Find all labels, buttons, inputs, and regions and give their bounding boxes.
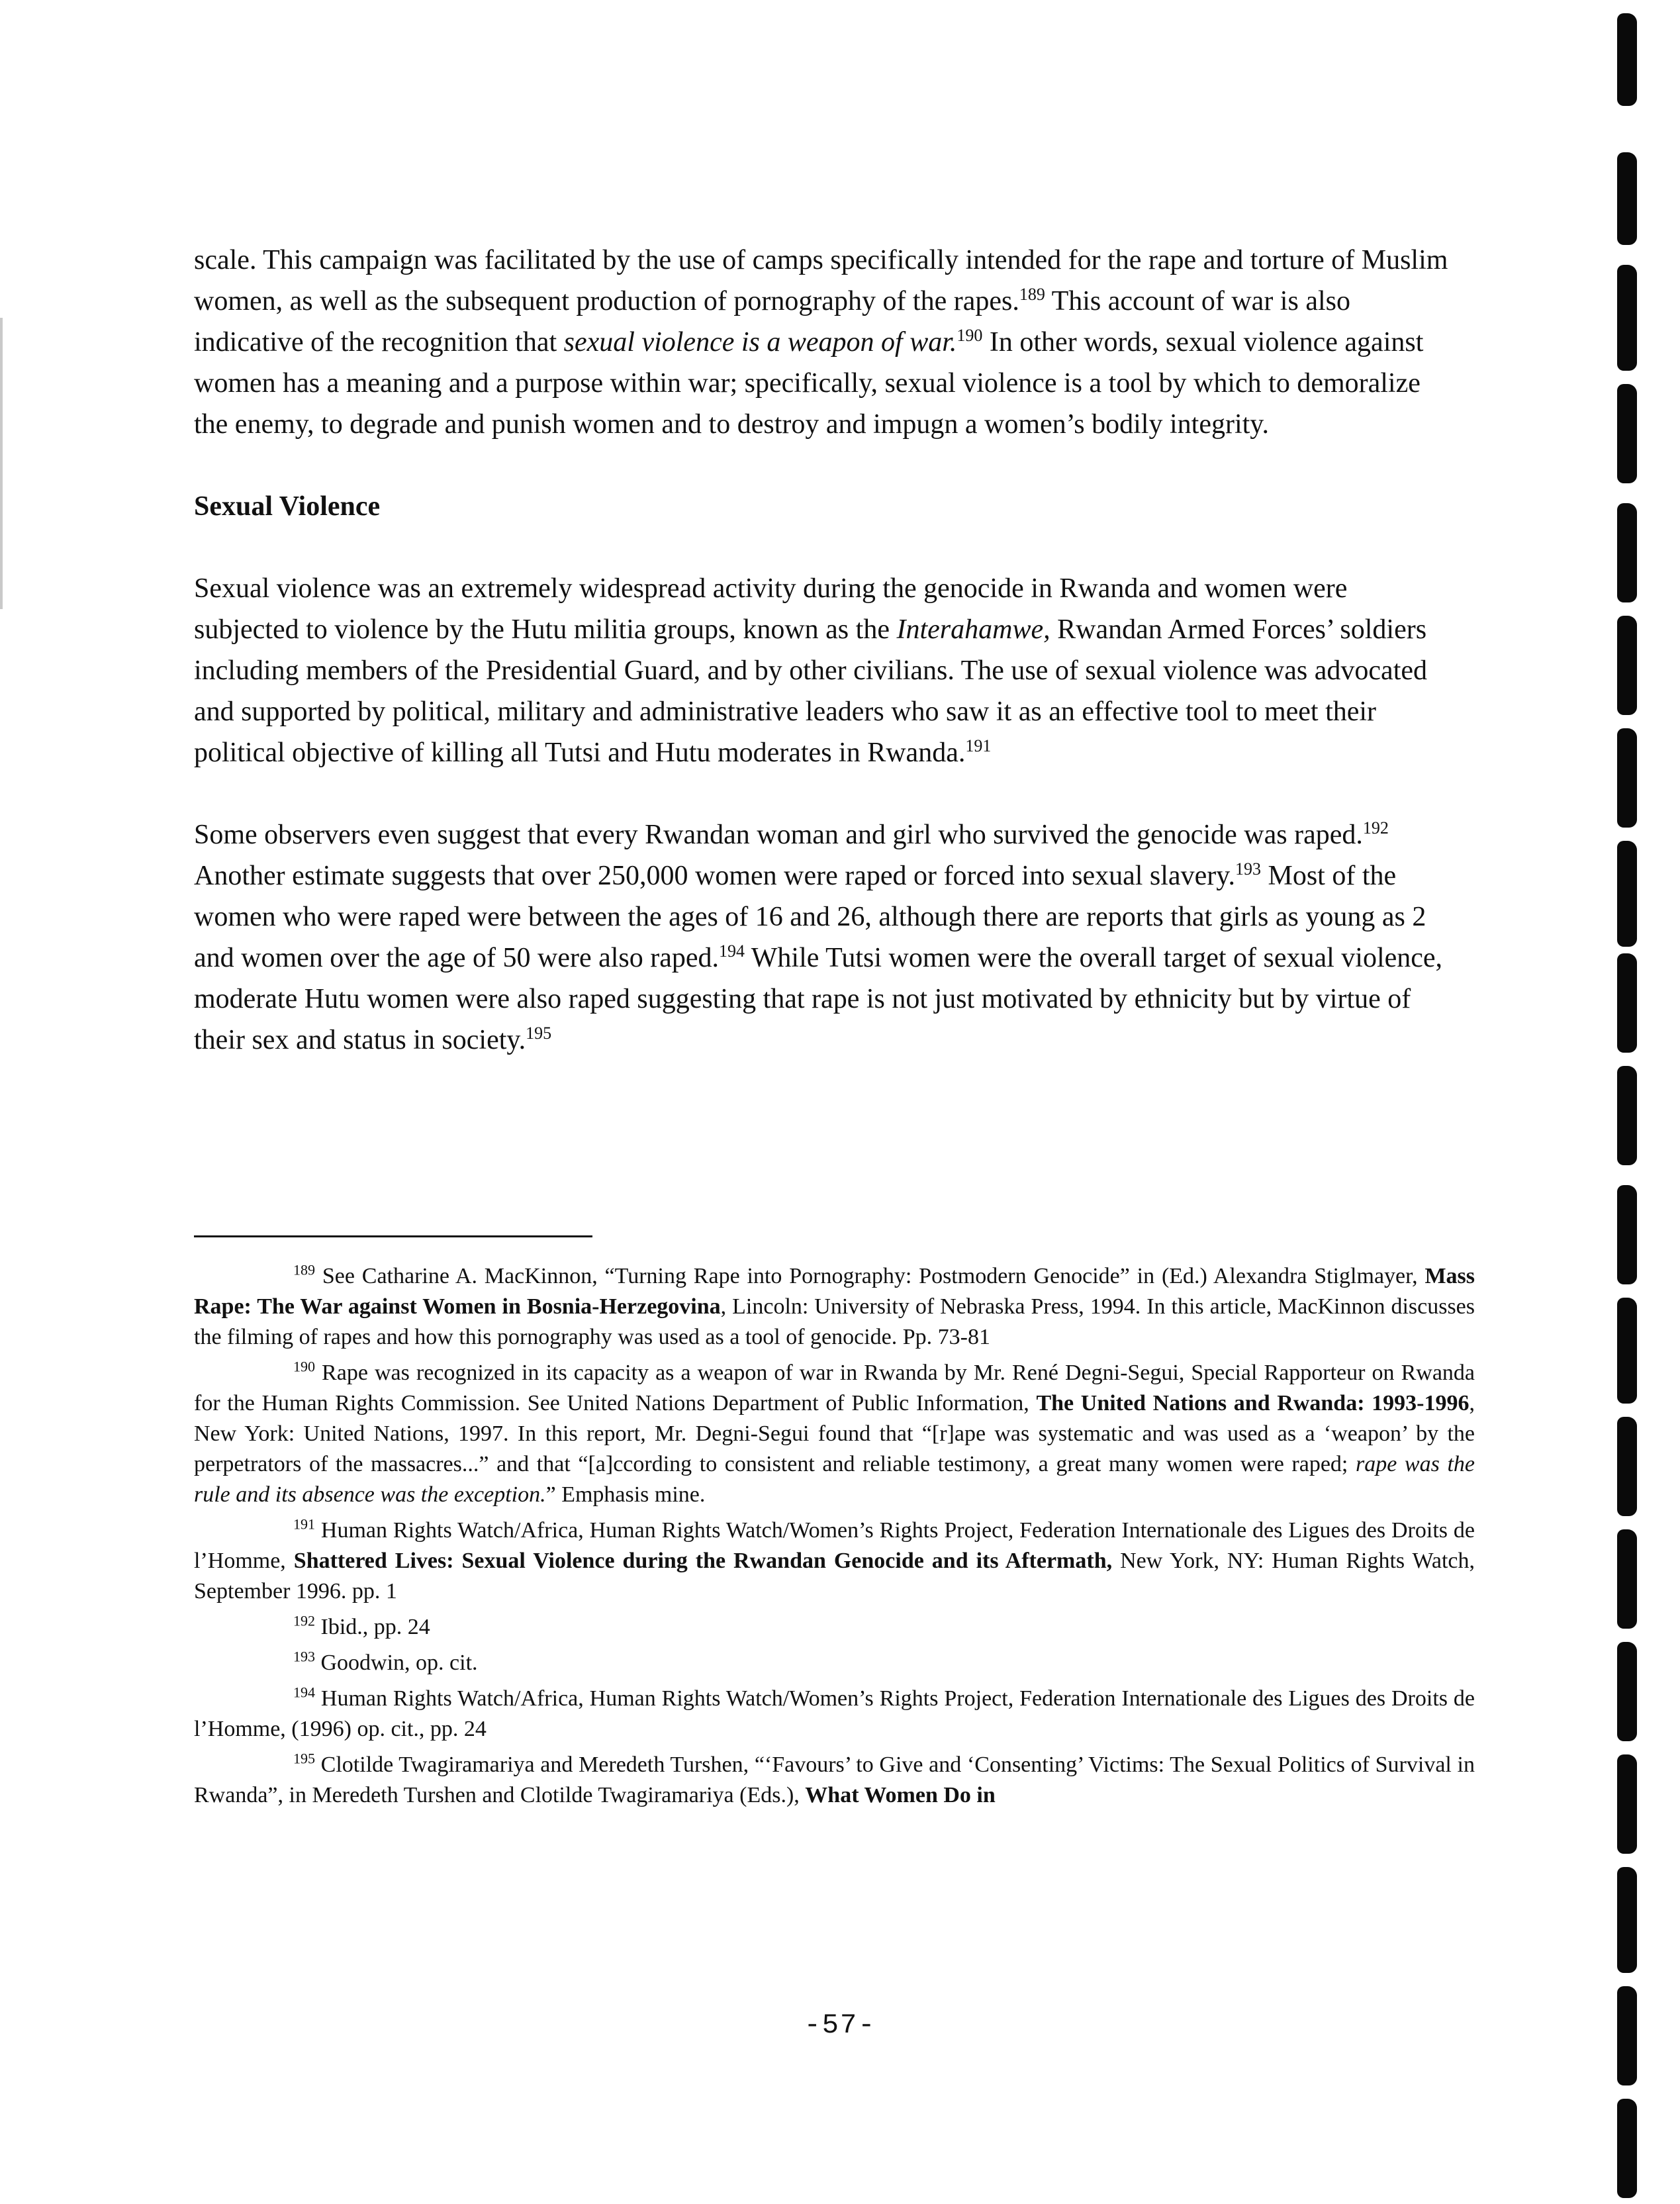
footnotes	[194, 1261, 1475, 1816]
footnote-ref[interactable]: 193	[1235, 859, 1261, 879]
text: This account of war is also indicative of the recognition that	[194, 286, 1350, 358]
page-number: -57-	[804, 2009, 876, 2041]
text: Most of the women who were raped were between the ages of 16 and 26, although there are reports that girls as young as 2 and women over the age of 50 were also raped.	[194, 861, 1426, 973]
footnote-separator	[194, 1235, 592, 1237]
emphasis: sexual violence is a weapon of war.	[563, 327, 957, 358]
title: The United Nations and Rwanda: 1993-1996	[1036, 1391, 1470, 1415]
paragraph-1	[194, 240, 1458, 445]
footnote-ref[interactable]: 190	[957, 326, 983, 345]
footnote-ref[interactable]: 191	[965, 736, 992, 755]
title: What Women Do in	[805, 1783, 996, 1807]
footnote-195	[194, 1750, 1475, 1811]
footnote-number: 193	[293, 1648, 315, 1665]
binding-mark	[1617, 384, 1637, 483]
text: Clotilde Twagiramariya and Meredeth Turshen, “‘Favours’ to Give and ‘Consenting’ Victims: The Sexual Politics of Survival in Rwanda”, in Meredeth Turshen and Clotilde Twagiramariya (Eds.),	[194, 1752, 1475, 1807]
footnote-192	[194, 1612, 1475, 1643]
binding-mark	[1617, 2099, 1637, 2198]
main-text	[194, 240, 1458, 1061]
binding-mark	[1617, 728, 1637, 828]
binding-mark	[1617, 1529, 1637, 1629]
text: Some observers even suggest that every Rwandan woman and girl who survived the genocide was raped.	[194, 820, 1363, 850]
footnote-number: 195	[293, 1750, 315, 1767]
text: Ibid., pp. 24	[315, 1615, 430, 1639]
footnote-number: 192	[293, 1612, 315, 1629]
paragraph-2	[194, 568, 1458, 773]
binding-mark	[1617, 1867, 1637, 1973]
footnote-ref[interactable]: 194	[719, 941, 745, 961]
footnote-number: 191	[293, 1515, 315, 1533]
text: Human Rights Watch/Africa, Human Rights Watch/Women’s Rights Project, Federation Internationale des Ligues des Droits de l’Homme, (1996) op. cit., pp. 24	[194, 1686, 1475, 1741]
binding-mark	[1617, 841, 1637, 947]
text: Rape was recognized in its capacity as a weapon of war in Rwanda by Mr. René Degni-Segui, Special Rapporteur on Rwanda for the Human Rights Commission. See United Nations Department of Public Information,	[194, 1361, 1475, 1415]
text: ” Emphasis mine.	[545, 1482, 706, 1507]
binding-mark	[1617, 503, 1637, 602]
text: scale. This campaign was facilitated by the use of camps specifically intended for the rape and torture of Muslim women, as well as the subsequent production of pornography of the rapes.	[194, 245, 1448, 316]
binding-mark	[1617, 616, 1637, 715]
footnote-189	[194, 1261, 1475, 1353]
text: Rwandan Armed Forces’ soldiers including members of the Presidential Guard, and by other civilians. The use of sexual violence was advocated and supported by political, military and administrative leaders who saw it as an effective tool to meet their political objective of killing all Tutsi and Hutu moderates in Rwanda.	[194, 614, 1428, 768]
footnote-191	[194, 1515, 1475, 1607]
text: Sexual violence was an extremely widespread activity during the genocide in Rwanda and women were subjected to violence by the Hutu militia groups, known as the	[194, 573, 1348, 645]
binding-mark	[1617, 1986, 1637, 2085]
title: Mass Rape: The War against Women in Bosnia-Herzegovina	[194, 1264, 1475, 1319]
footnote-number: 189	[293, 1261, 315, 1278]
text: , New York: United Nations, 1997. In this report, Mr. Degni-Segui found that “[r]ape was systematic and was used as a ‘weapon’ by the perpetrators of the massacres...” and that “[a]ccording to consistent and reliable testimony, a great many women were raped;	[194, 1391, 1475, 1476]
text: , Lincoln: University of Nebraska Press, 1994. In this article, MacKinnon discusses the filming of rapes and how this pornography was used as a tool of genocide. Pp. 73-81	[194, 1294, 1475, 1349]
footnote-ref[interactable]: 192	[1362, 818, 1389, 838]
emphasis: Interahamwe,	[896, 614, 1050, 645]
binding-mark	[1617, 265, 1637, 371]
binding-mark	[1617, 1417, 1637, 1516]
binding-mark	[1617, 1066, 1637, 1165]
binding-mark	[1617, 1185, 1637, 1284]
text: While Tutsi women were the overall target of sexual violence, moderate Hutu women were also raped suggesting that rape is not just motivated by ethnicity but by virtue of their sex and status in society.	[194, 943, 1443, 1055]
footnote-number: 194	[293, 1684, 315, 1701]
binding-mark	[1617, 1754, 1637, 1854]
section-heading: Sexual Violence	[194, 491, 381, 522]
footnote-193	[194, 1648, 1475, 1678]
binding-mark	[1617, 1298, 1637, 1404]
footnote-ref[interactable]: 195	[526, 1024, 552, 1043]
binding-mark	[1617, 953, 1637, 1053]
emphasis: rape was the rule and its absence was the exception.	[194, 1452, 1475, 1507]
footnote-190	[194, 1358, 1475, 1510]
text: New York, NY: Human Rights Watch, September 1996. pp. 1	[194, 1549, 1475, 1604]
text: Human Rights Watch/Africa, Human Rights Watch/Women’s Rights Project, Federation Internationale des Ligues des Droits de l’Homme,	[194, 1518, 1475, 1573]
binding-mark	[1617, 152, 1637, 245]
footnote-194	[194, 1684, 1475, 1745]
text: Goodwin, op. cit.	[315, 1651, 478, 1675]
paragraph-3	[194, 814, 1458, 1061]
text: Another estimate suggests that over 250,000 women were raped or forced into sexual slavery.	[194, 861, 1235, 891]
title: Shattered Lives: Sexual Violence during the Rwandan Genocide and its Aftermath,	[293, 1549, 1113, 1573]
binding-marks	[1605, 0, 1658, 2204]
text: In other words, sexual violence against women has a meaning and a purpose within war; specifically, sexual violence is a tool by which to demoralize the enemy, to degrade and punish women and to destroy and impugn a women’s bodily integrity.	[194, 327, 1424, 440]
text: See Catharine A. MacKinnon, “Turning Rape into Pornography: Postmodern Genocide” in (Ed.) Alexandra Stiglmayer,	[315, 1264, 1425, 1288]
binding-mark	[1617, 1642, 1637, 1741]
footnote-number: 190	[293, 1358, 315, 1375]
binding-mark	[1617, 13, 1637, 106]
footnote-ref[interactable]: 189	[1019, 285, 1045, 304]
scan-edge-shadow	[0, 318, 3, 609]
